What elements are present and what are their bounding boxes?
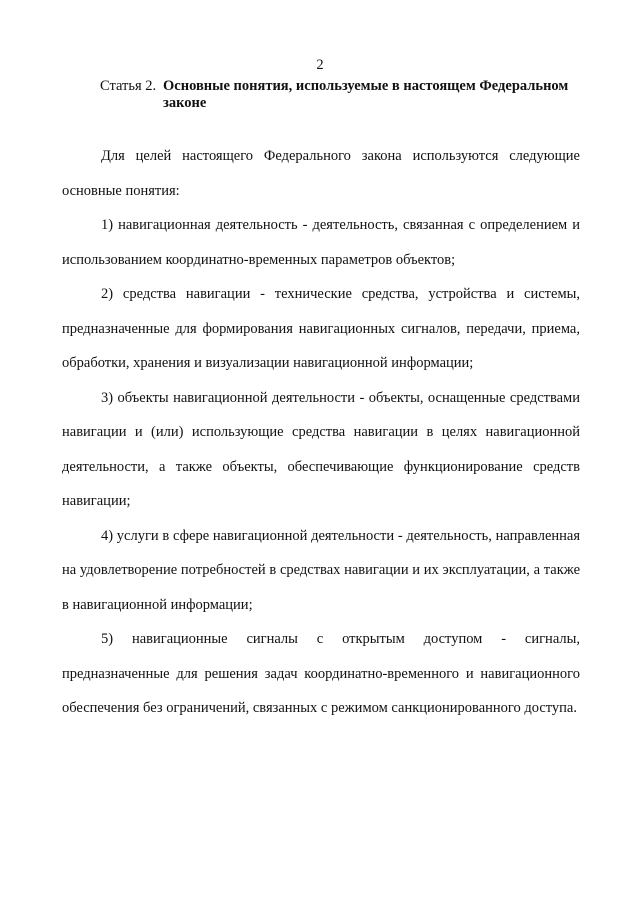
article-title: Основные понятия, используемые в настоящем Федеральном законе	[163, 78, 569, 111]
definition-item-2: 2) средства навигации - технические средства, устройства и системы, предназначенные для формирования навигационных сигналов, передачи, приема, обработки, хранения и визуализации навигационной информации;	[62, 286, 580, 371]
article-body	[62, 139, 580, 726]
intro-paragraph: Для целей настоящего Федерального закона используются следующие основные понятия:	[62, 148, 580, 199]
definition-item-4: 4) услуги в сфере навигационной деятельности - деятельность, направленная на удовлетворение потребностей в средствах навигации и их эксплуатации, а также в навигационной информации;	[62, 527, 580, 613]
article-number: Статья 2.	[100, 78, 157, 94]
page-number: 2	[316, 57, 324, 73]
definition-item-1: 1) навигационная деятельность - деятельность, связанная с определением и использованием координатно-временных параметров объектов;	[62, 217, 580, 268]
definition-item-3: 3) объекты навигационной деятельности - объекты, оснащенные средствами навигации и (или) использующие средства навигации в целях навигационной деятельности, а также объекты, обеспечивающие функционирование средств навигации;	[62, 389, 580, 509]
article-heading	[100, 78, 580, 112]
definition-item-5: 5) навигационные сигналы с открытым доступом - сигналы, предназначенные для решения задач координатно-временного и навигационного обеспечения без ограничений, связанных с режимом санкционированного доступа.	[62, 631, 580, 716]
